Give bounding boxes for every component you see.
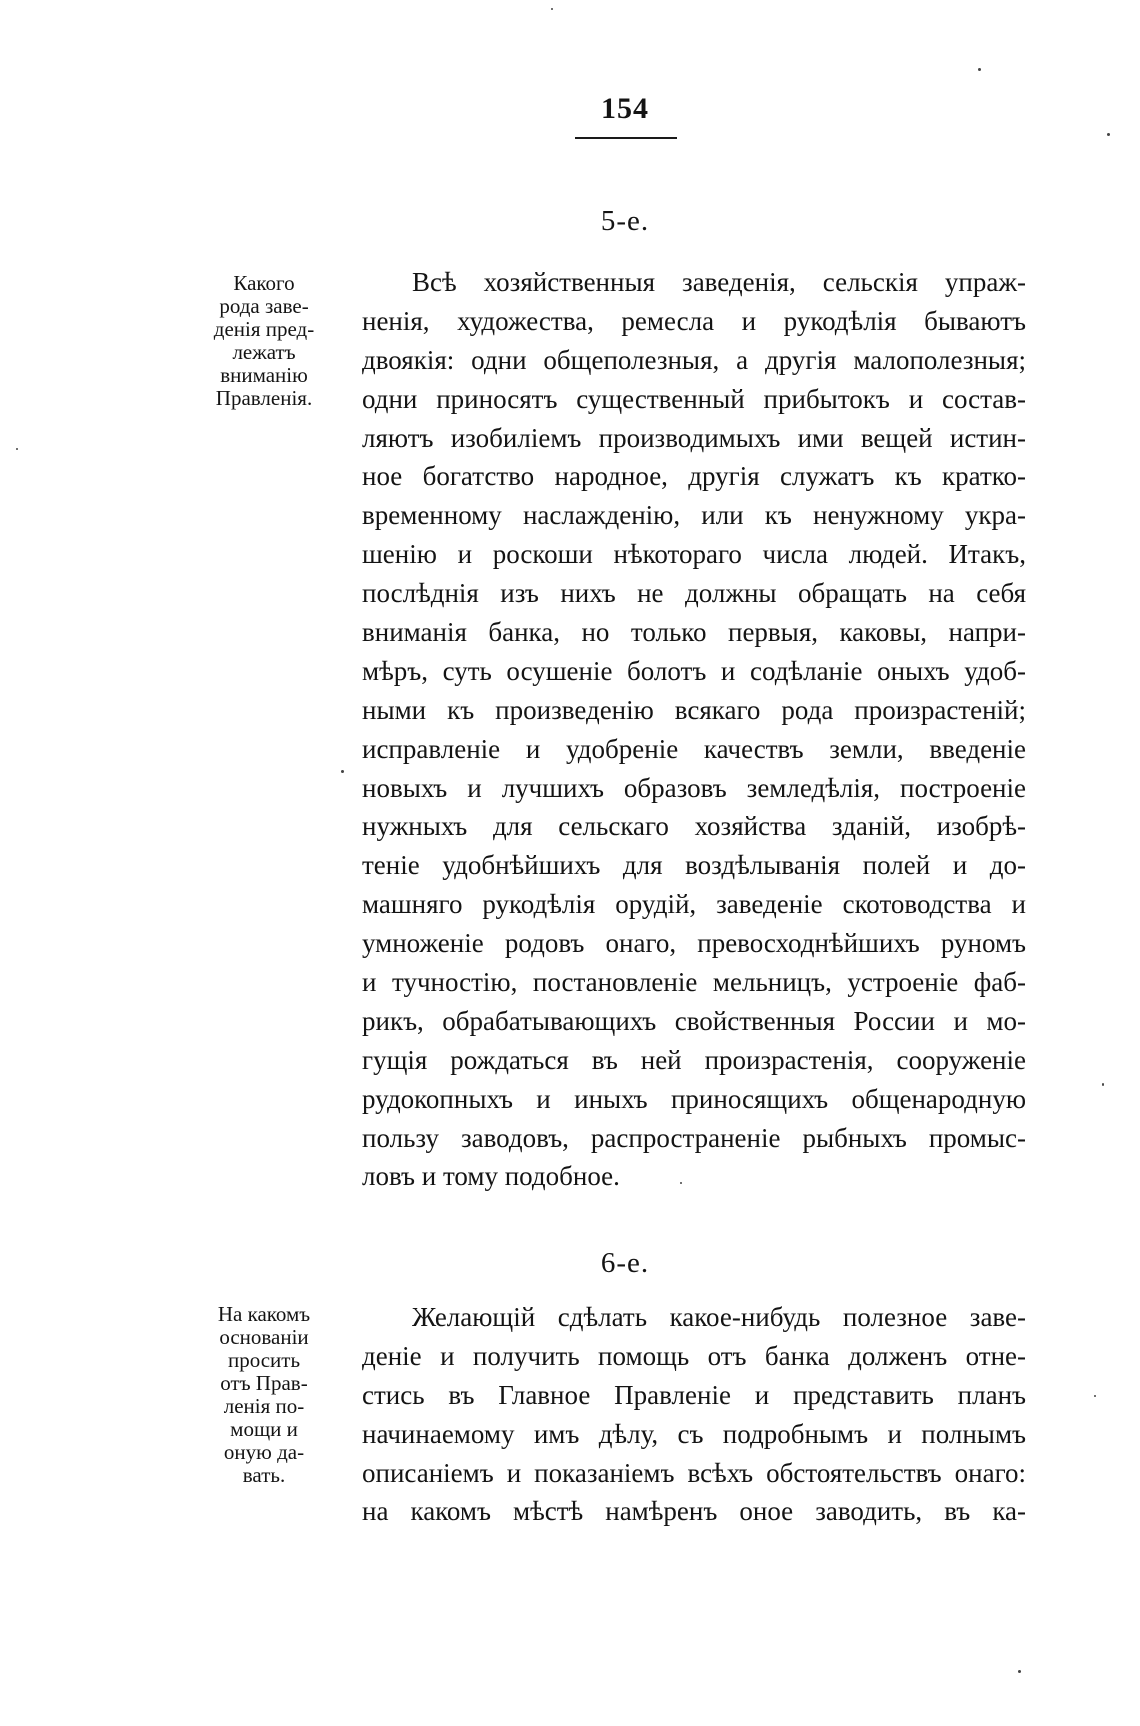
section-6-heading: 6-е. (600, 1247, 650, 1279)
body-line: ляютъ изобиліемъ производимыхъ ими вещей истин- (362, 422, 1026, 453)
body-line: послѣднія изъ нихъ не должны обращать на себя (362, 578, 1026, 609)
body-line: гущія рождаться въ ней произрастенія, сооруженіе (362, 1044, 1026, 1075)
body-line: двоякія: одни общеполезныя, а другія малополезныя; (362, 344, 1026, 375)
sidenote-line: вать. (242, 1463, 286, 1487)
body-line: на какомъ мѣстѣ намѣренъ оное заводить, въ ка- (362, 1496, 1026, 1527)
body-line: Желающій сдѣлать какое-нибудь полезное заве- (412, 1302, 1026, 1332)
body-line: одни приносятъ существенный прибытокъ и состав- (362, 383, 1026, 414)
section-5-sidenote (194, 272, 334, 410)
section-6-body (362, 1298, 1026, 1531)
sidenote-line: просить (227, 1348, 301, 1372)
page-number: 154 (601, 92, 649, 125)
section-5-heading: 5-е. (600, 205, 650, 237)
speck (1094, 1395, 1096, 1397)
speck (1102, 1083, 1104, 1086)
section-6-sidenote (204, 1303, 324, 1487)
body-line: временному наслажденію, или къ ненужному укра- (362, 500, 1026, 531)
speck (1018, 1670, 1021, 1673)
sidenote-line: Какого (233, 271, 295, 295)
page-number-rule (575, 137, 677, 139)
body-line: и тучностію, постановленіе мельницъ, устроеніе фаб- (362, 967, 1026, 998)
body-line: новыхъ и лучшихъ образовъ земледѣлія, построеніе (362, 772, 1026, 803)
body-line: теніе удобнѣйшихъ для воздѣлыванія полей и до- (362, 850, 1026, 881)
body-line: стись въ Главное Правленіе и представить планъ (362, 1379, 1026, 1410)
body-line: умноженіе родовъ онаго, превосходнѣйшихъ руномъ (362, 928, 1026, 959)
sidenote-line: мощи и (230, 1417, 298, 1441)
body-line: рудокопныхъ и иныхъ приносящихъ общенародную (362, 1083, 1026, 1114)
sidenote-line: вниманію (220, 363, 308, 387)
body-line: пользу заводовъ, распространеніе рыбныхъ промыс- (362, 1122, 1026, 1153)
body-line: ными къ произведенію всякаго рода произрастеній; (362, 694, 1026, 725)
body-line: исправленіе и удобреніе качествъ земли, введеніе (362, 733, 1026, 764)
section-5-body (362, 263, 1026, 1196)
sidenote-line: ленія по- (223, 1394, 305, 1418)
speck (1107, 133, 1110, 136)
speck (680, 1182, 682, 1184)
speck (978, 68, 981, 71)
body-line: шенію и роскоши нѣкотораго числа людей. Итакъ, (362, 539, 1026, 570)
speck (16, 448, 18, 450)
speck (551, 8, 553, 10)
body-line: нужныхъ для сельскаго хозяйства зданій, изобрѣ- (362, 811, 1026, 842)
sidenote-line: денія пред- (213, 317, 315, 341)
body-line: деніе и получить помощь отъ банка долженъ отне- (362, 1340, 1026, 1371)
sidenote-line: рода заве- (219, 294, 309, 318)
body-line: ловъ и тому подобное. (362, 1161, 620, 1192)
body-line: ное богатство народное, другія служатъ къ кратко- (362, 461, 1026, 492)
sidenote-line: отъ Прав- (220, 1371, 308, 1395)
body-line: рикъ, обрабатывающихъ свойственныя России и мо- (362, 1005, 1026, 1036)
body-line: мѣръ, суть осушеніе болотъ и содѣланіе оныхъ удоб- (362, 655, 1026, 686)
sidenote-line: основаніи (219, 1325, 309, 1349)
sidenote-line: Правленія. (215, 386, 313, 410)
body-line: вниманія банка, но только первыя, каковы, напри- (362, 617, 1026, 648)
body-line: описаніемъ и показаніемъ всѣхъ обстоятельствъ онаго: (362, 1457, 1026, 1488)
sidenote-line: оную да- (223, 1440, 305, 1464)
body-line: машняго рукодѣлія орудій, заведеніе скотоводства и (362, 889, 1026, 920)
body-line: ненія, художества, ремесла и рукодѣлія бываютъ (362, 305, 1026, 336)
sidenote-line: На какомъ (217, 1302, 311, 1326)
speck (341, 770, 344, 773)
sidenote-line: лежатъ (232, 340, 296, 364)
body-line: начинаемому имъ дѣлу, съ подробнымъ и полнымъ (362, 1418, 1026, 1449)
body-line: Всѣ хозяйственныя заведенія, сельскія упраж- (412, 267, 1026, 297)
